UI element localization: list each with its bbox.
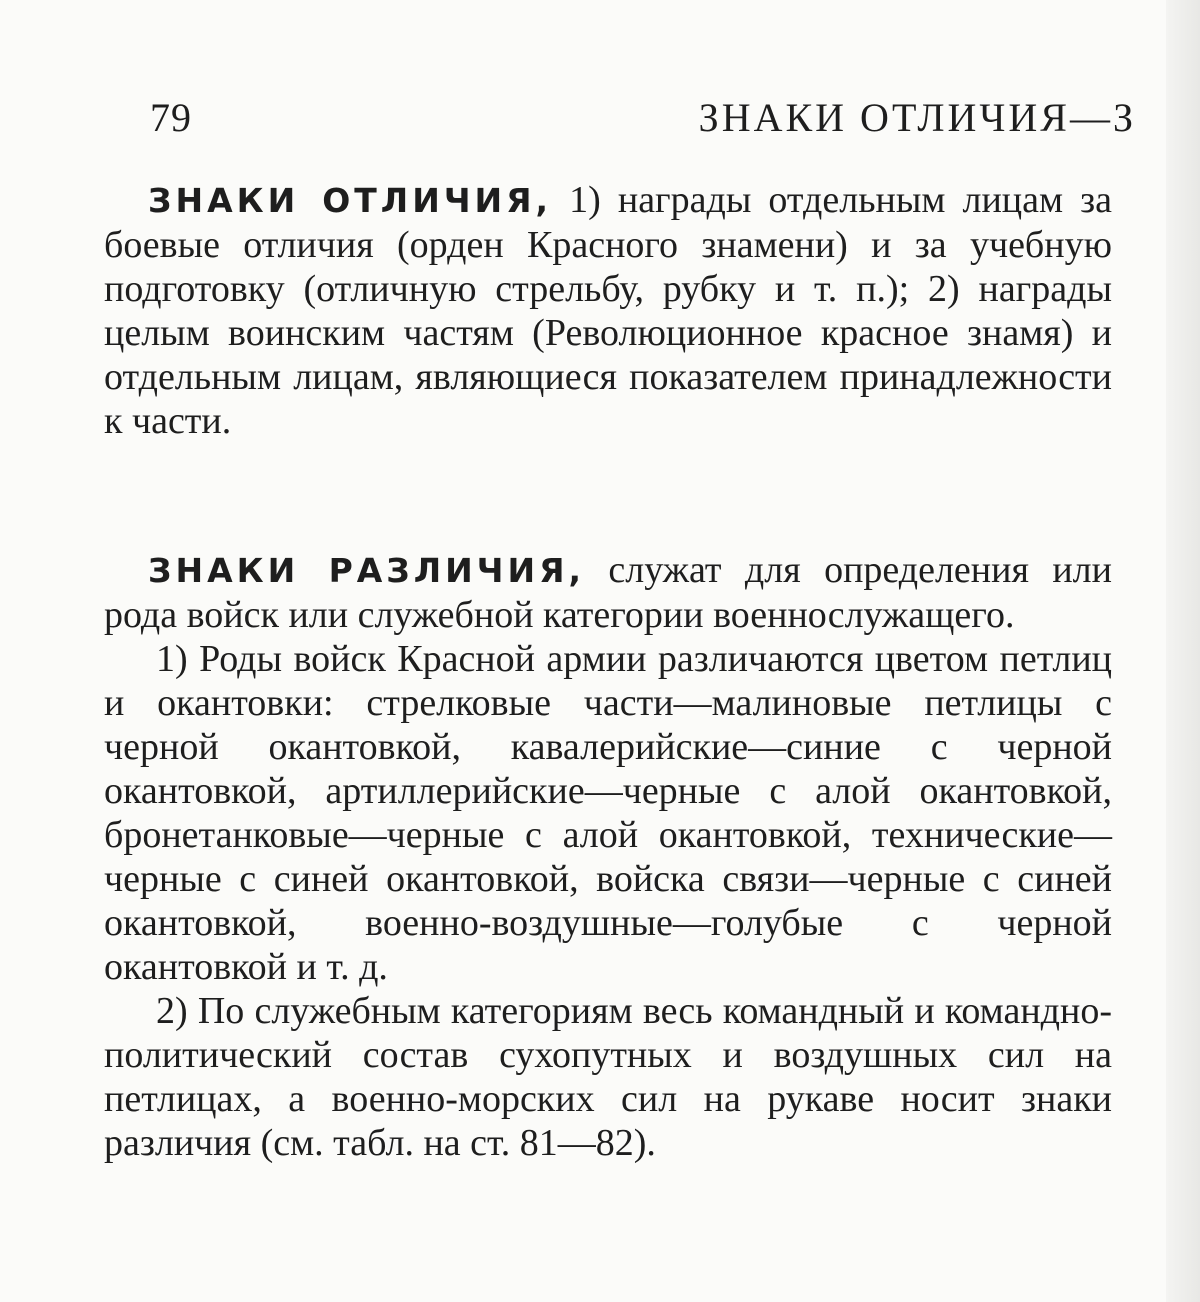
dictionary-entry-znaki-razlichiya (104, 548, 1112, 1165)
dictionary-entry-znaki-otlichiya (104, 178, 1112, 443)
entry-headword: ЗНАКИ РАЗЛИЧИЯ, (148, 551, 586, 590)
page-number: 79 (150, 95, 192, 140)
running-head-title: ЗНАКИ ОТЛИЧИЯ—З (698, 95, 1136, 140)
entry-definition (104, 178, 1112, 443)
entry-headword: ЗНАКИ ОТЛИЧИЯ, (148, 181, 553, 220)
entry-paragraph-service-branches: 1) Роды войск Красной армии различаются цветом петлиц и окантовки: стрелковые части—малиновые петлицы с черной окантовкой, кавалерийские—синие с черной окантовкой, артиллерийские—черные с алой окантовкой, бронетанковые—черные с алой окантовкой, технические—черные с синей окантовкой, войска связи—черные с синей окантовкой, военно-воздушные—голубые с черной окантовкой и т. д. (104, 638, 1112, 988)
entry-paragraph-service-categories: 2) По служебным категориям весь командный и командно-политический состав сухопутных и воздушных сил на петлицах, а военно-морских сил на рукаве носит знаки различия (см. табл. на ст. 81—82). (104, 990, 1112, 1164)
entry-text: 1) награды отдельным лицам за боевые отличия (орден Красного знамени) и за учебную подготовку (отличную стрельбу, рубку и т. п.); 2) награды целым воинским частям (Революционное красное знамя) и отдельным лицам, являющиеся показателем принадлежности к части. (104, 179, 1112, 442)
page-edge-shadow (1166, 0, 1200, 1302)
running-head (150, 92, 1136, 144)
entry-text: служат для определения или рода войск или служебной категории военнослужащего. (104, 549, 1112, 636)
entry-definition (104, 548, 1112, 637)
